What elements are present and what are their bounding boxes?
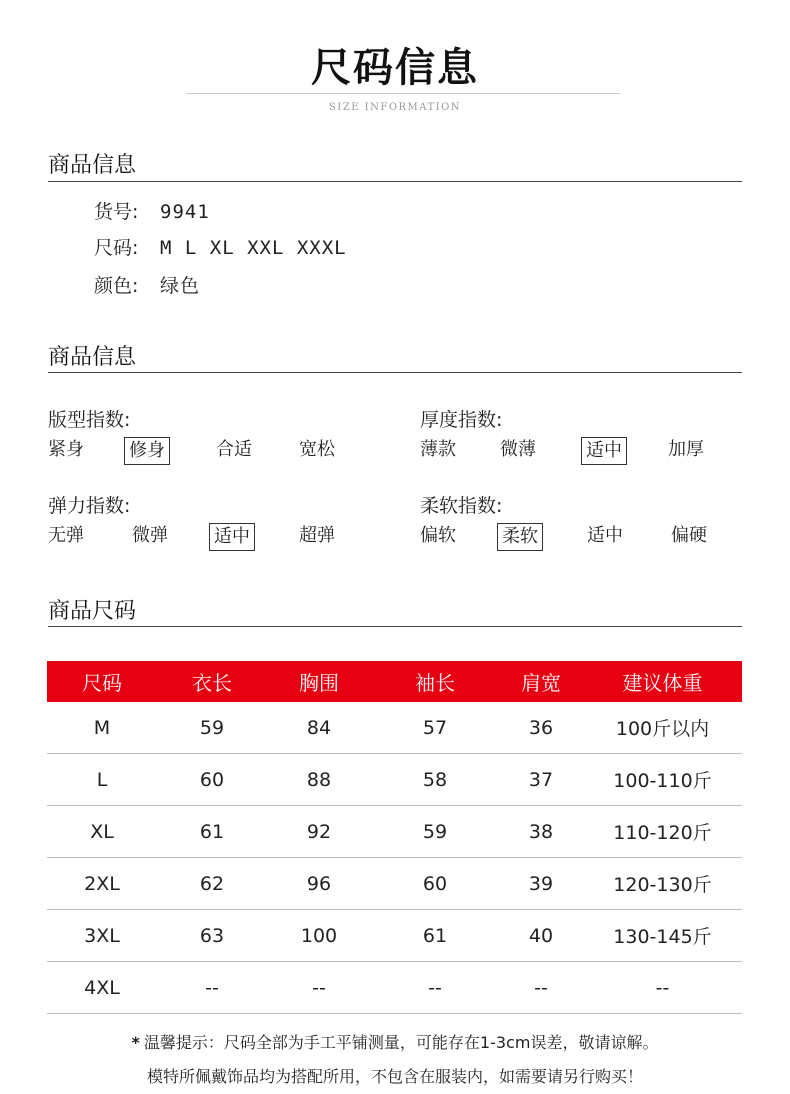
elasticity-option: 超弹 [299, 525, 335, 546]
cell-chest: 100 [267, 910, 371, 962]
cell-chest: 88 [267, 754, 371, 806]
cell-shoulder: 37 [499, 754, 583, 806]
fit-option: 紧身 [48, 439, 84, 460]
title-divider [186, 93, 620, 94]
cell-weight: 120-130斤 [583, 858, 742, 910]
fit-index-label: 版型指数: [48, 409, 131, 431]
thickness-option: 加厚 [668, 439, 704, 460]
cell-chest: 92 [267, 806, 371, 858]
cell-shoulder: 39 [499, 858, 583, 910]
table-row [47, 962, 742, 1014]
cell-size: 2XL [47, 858, 157, 910]
thickness-option-selected: 适中 [581, 437, 627, 465]
cell-sleeve: 57 [371, 702, 499, 754]
softness-option-selected: 柔软 [497, 523, 543, 551]
fit-option: 宽松 [299, 439, 335, 460]
size-table [47, 661, 742, 1014]
info-row-sizes [94, 233, 347, 260]
page-subtitle: SIZE INFORMATION [328, 102, 462, 113]
column-header-shoulder: 肩宽 [499, 661, 583, 702]
table-row [47, 702, 742, 754]
cell-size: XL [47, 806, 157, 858]
table-row [47, 910, 742, 962]
column-header-size: 尺码 [47, 661, 157, 702]
cell-chest: 84 [267, 702, 371, 754]
table-header-row [47, 661, 742, 702]
elasticity-option-selected: 适中 [209, 523, 255, 551]
cell-sleeve: 58 [371, 754, 499, 806]
cell-shoulder: -- [499, 962, 583, 1014]
thickness-option: 微薄 [500, 439, 536, 460]
cell-weight: 100斤以内 [583, 702, 742, 754]
cell-size: 3XL [47, 910, 157, 962]
cell-shoulder: 36 [499, 702, 583, 754]
cell-sleeve: 61 [371, 910, 499, 962]
cell-length: 63 [157, 910, 267, 962]
table-row [47, 806, 742, 858]
cell-weight: 100-110斤 [583, 754, 742, 806]
softness-option: 适中 [587, 525, 623, 546]
cell-length: 61 [157, 806, 267, 858]
elasticity-option: 微弹 [132, 525, 168, 546]
cell-weight: -- [583, 962, 742, 1014]
note-line-1: 温馨提示：尺码全部为手工平铺测量，可能存在1-3cm误差，敬请谅解。 [143, 1033, 659, 1052]
info-value: 9941 [160, 201, 210, 223]
info-row-item-number [94, 197, 210, 224]
table-row [47, 858, 742, 910]
info-value: 绿色 [160, 275, 201, 297]
cell-weight: 110-120斤 [583, 806, 742, 858]
cell-chest: 96 [267, 858, 371, 910]
note-measurement-tip [0, 1030, 790, 1053]
note-accessories: 模特所佩戴饰品均为搭配所用，不包含在服装内，如需要请另行购买！ [146, 1067, 643, 1086]
section-title-product-info: 商品信息 [48, 153, 137, 178]
info-key: 货号: [94, 201, 139, 223]
cell-sleeve: 59 [371, 806, 499, 858]
elasticity-index-label: 弹力指数: [48, 495, 131, 517]
section-divider [48, 181, 742, 182]
section-divider [48, 626, 742, 627]
elasticity-option: 无弹 [48, 525, 84, 546]
cell-size: L [47, 754, 157, 806]
cell-sleeve: -- [371, 962, 499, 1014]
fit-option-selected: 修身 [124, 437, 170, 465]
page-title: 尺码信息 [311, 45, 479, 91]
cell-length: 62 [157, 858, 267, 910]
table-row [47, 754, 742, 806]
column-header-chest: 胸围 [267, 661, 371, 702]
cell-size: 4XL [47, 962, 157, 1014]
cell-weight: 130-145斤 [583, 910, 742, 962]
cell-shoulder: 38 [499, 806, 583, 858]
info-key: 颜色: [94, 275, 139, 297]
cell-sleeve: 60 [371, 858, 499, 910]
column-header-weight: 建议体重 [583, 661, 742, 702]
fit-option: 合适 [216, 439, 252, 460]
cell-shoulder: 40 [499, 910, 583, 962]
column-header-sleeve: 袖长 [371, 661, 499, 702]
softness-index-label: 柔软指数: [420, 495, 503, 517]
note-star: * [131, 1033, 140, 1052]
cell-length: 60 [157, 754, 267, 806]
info-row-color [94, 271, 200, 298]
info-key: 尺码: [94, 237, 139, 259]
cell-length: 59 [157, 702, 267, 754]
softness-option: 偏硬 [671, 525, 707, 546]
column-header-length: 衣长 [157, 661, 267, 702]
thickness-option: 薄款 [420, 439, 456, 460]
cell-size: M [47, 702, 157, 754]
section-divider [48, 372, 742, 373]
section-title-sizes: 商品尺码 [48, 599, 137, 624]
softness-option: 偏软 [420, 525, 456, 546]
info-value: M L XL XXL XXXL [160, 237, 347, 259]
cell-chest: -- [267, 962, 371, 1014]
thickness-index-label: 厚度指数: [420, 409, 503, 431]
section-title-indices: 商品信息 [48, 345, 137, 370]
cell-length: -- [157, 962, 267, 1014]
